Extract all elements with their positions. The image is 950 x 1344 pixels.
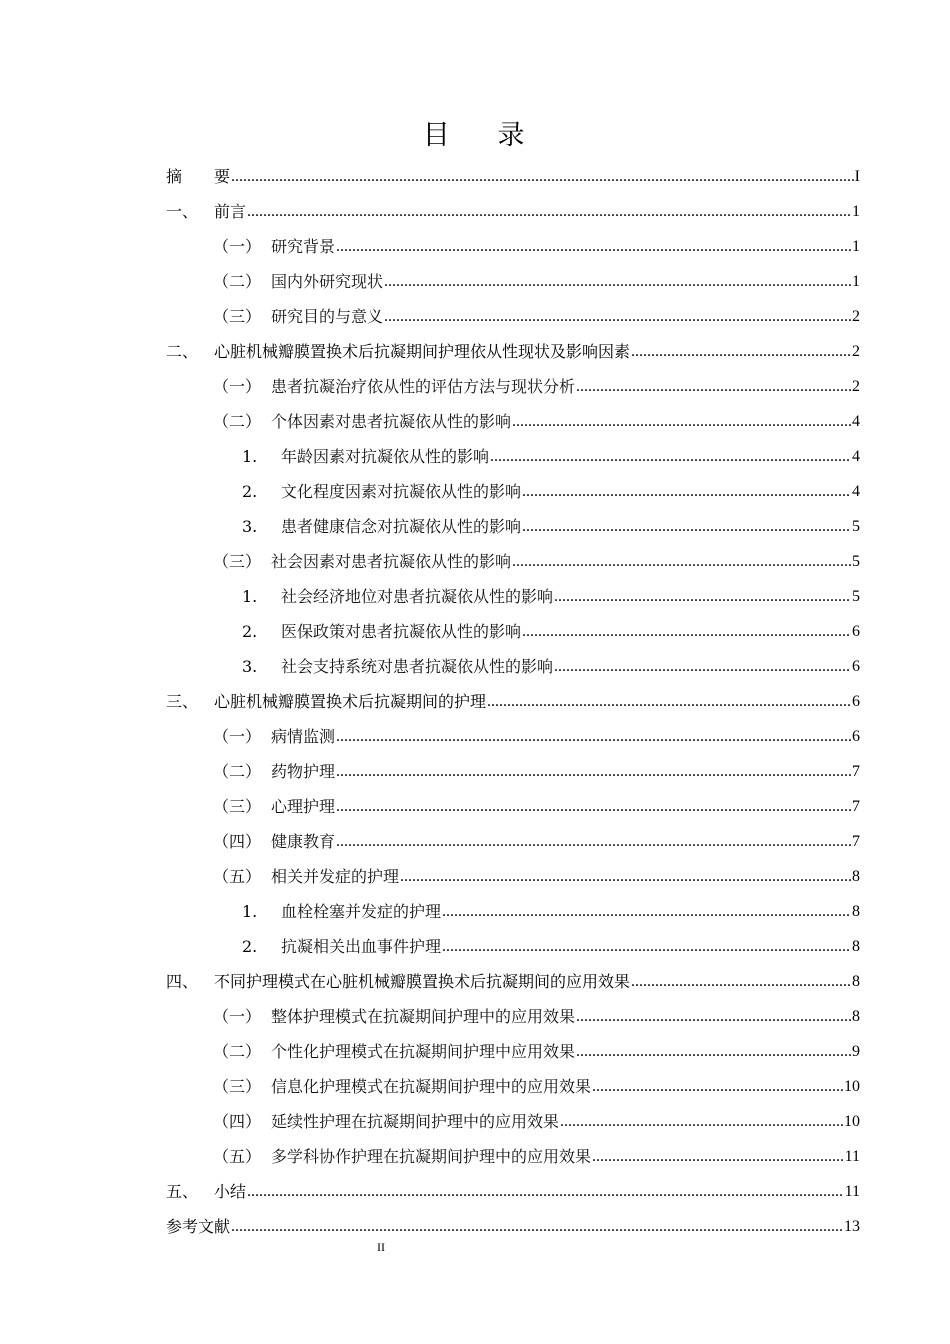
toc-entry-page: 10 (844, 1078, 860, 1095)
toc-dot-leader (554, 579, 851, 614)
toc-entry-label: 药物护理 (271, 762, 336, 781)
toc-entry-number: 1. (242, 447, 258, 466)
toc-entry[interactable] (166, 719, 860, 754)
toc-entry-label: 研究目的与意义 (271, 307, 384, 326)
page-title (0, 113, 950, 152)
toc-entry-number: 1. (242, 587, 258, 606)
toc-entry-number: （四） (213, 1112, 262, 1131)
toc-entry[interactable] (166, 649, 860, 684)
toc-dot-leader (247, 1174, 844, 1209)
toc-entry[interactable] (166, 1209, 860, 1244)
toc-entry-label: 整体护理模式在抗凝期间护理中的应用效果 (271, 1007, 576, 1026)
toc-entry-label: 小结 (214, 1182, 247, 1201)
toc-entry-page: 1 (852, 273, 860, 290)
toc-entry-number: 一、 (166, 202, 199, 221)
toc-entry-label: 医保政策对患者抗凝依从性的影响 (281, 622, 522, 641)
toc-dot-leader (336, 754, 851, 789)
toc-entry-label: 参考文献 (166, 1217, 231, 1236)
toc-entry-number: 摘 (166, 167, 183, 186)
toc-entry-page: 8 (852, 868, 860, 885)
toc-entry-page: 8 (852, 1008, 860, 1025)
toc-dot-leader (442, 929, 851, 964)
toc-entry-page: 6 (852, 693, 860, 710)
toc-entry[interactable] (166, 754, 860, 789)
toc-dot-leader (231, 159, 854, 194)
toc-entry-label: 年龄因素对抗凝依从性的影响 (281, 447, 490, 466)
toc-dot-leader (247, 194, 851, 229)
toc-entry[interactable] (166, 579, 860, 614)
toc-dot-leader (336, 824, 851, 859)
toc-entry[interactable] (166, 474, 860, 509)
toc-entry-number: （三） (213, 552, 262, 571)
toc-dot-leader (576, 999, 851, 1034)
toc-entry-page: 2 (852, 378, 860, 395)
toc-entry-number: （三） (213, 307, 262, 326)
toc-entry-number: （五） (213, 1147, 262, 1166)
toc-entry-label: 心脏机械瓣膜置换术后抗凝期间的护理 (214, 692, 487, 711)
toc-entry-label: 信息化护理模式在抗凝期间护理中的应用效果 (271, 1077, 592, 1096)
toc-entry-number: 四、 (166, 972, 199, 991)
toc-entry[interactable] (166, 369, 860, 404)
toc-entry-number: （二） (213, 412, 262, 431)
toc-dot-leader (522, 509, 851, 544)
toc-entry-label: 文化程度因素对抗凝依从性的影响 (281, 482, 522, 501)
toc-entry-label: 社会因素对患者抗凝依从性的影响 (271, 552, 512, 571)
toc-entry-number: （二） (213, 1042, 262, 1061)
toc-entry-label: 血栓栓塞并发症的护理 (281, 902, 442, 921)
toc-entry-page: 2 (852, 343, 860, 360)
toc-entry[interactable] (166, 684, 860, 719)
toc-entry-number: （四） (213, 832, 262, 851)
toc-entry-number: （五） (213, 867, 262, 886)
toc-entry-page: 4 (852, 413, 860, 430)
toc-entry-page: 7 (852, 763, 860, 780)
toc-dot-leader (554, 649, 851, 684)
toc-entry[interactable] (166, 229, 860, 264)
toc-entry[interactable] (166, 999, 860, 1034)
toc-entry[interactable] (166, 264, 860, 299)
toc-entry[interactable] (166, 1139, 860, 1174)
toc-dot-leader (631, 334, 851, 369)
toc-dot-leader (384, 299, 851, 334)
toc-entry-number: 2. (242, 937, 258, 956)
toc-entry-label: 要 (214, 167, 231, 186)
title-part-2: 录 (497, 120, 528, 151)
toc-entry[interactable] (166, 929, 860, 964)
toc-entry[interactable] (166, 194, 860, 229)
toc-entry-page: 7 (852, 798, 860, 815)
toc-entry-number: （一） (213, 1007, 262, 1026)
toc-dot-leader (631, 964, 851, 999)
toc-entry-label: 社会支持系统对患者抗凝依从性的影响 (281, 657, 554, 676)
toc-entry-label: 抗凝相关出血事件护理 (281, 937, 442, 956)
toc-entry-number: 1. (242, 902, 258, 921)
toc-dot-leader (576, 1034, 851, 1069)
toc-dot-leader (512, 404, 851, 439)
toc-entry-label: 国内外研究现状 (271, 272, 384, 291)
table-of-contents (166, 159, 860, 1244)
toc-dot-leader (231, 1209, 843, 1244)
toc-entry-label: 不同护理模式在心脏机械瓣膜置换术后抗凝期间的应用效果 (214, 972, 631, 991)
toc-entry-page: 8 (852, 938, 860, 955)
toc-entry[interactable] (166, 859, 860, 894)
toc-entry[interactable] (166, 964, 860, 999)
toc-entry-label: 患者抗凝治疗依从性的评估方法与现状分析 (271, 377, 576, 396)
toc-dot-leader (336, 789, 851, 824)
toc-entry[interactable] (166, 789, 860, 824)
toc-entry-page: 5 (852, 588, 860, 605)
toc-entry-page: 6 (852, 728, 860, 745)
toc-entry-label: 个性化护理模式在抗凝期间护理中应用效果 (271, 1042, 576, 1061)
toc-entry-page: 1 (852, 203, 860, 220)
toc-entry-page: 5 (852, 518, 860, 535)
toc-entry-label: 多学科协作护理在抗凝期间护理中的应用效果 (271, 1147, 592, 1166)
toc-entry-label: 相关并发症的护理 (271, 867, 400, 886)
toc-entry[interactable] (166, 299, 860, 334)
toc-entry[interactable] (166, 509, 860, 544)
toc-entry-label: 患者健康信念对抗凝依从性的影响 (281, 517, 522, 536)
toc-dot-leader (487, 684, 851, 719)
toc-entry[interactable] (166, 544, 860, 579)
toc-dot-leader (522, 474, 851, 509)
toc-entry-page: 6 (852, 658, 860, 675)
toc-entry-page: 11 (844, 1148, 860, 1165)
toc-entry-number: （一） (213, 237, 262, 256)
toc-entry-label: 延续性护理在抗凝期间护理中的应用效果 (271, 1112, 560, 1131)
toc-entry[interactable] (166, 404, 860, 439)
toc-entry-page: I (854, 168, 860, 185)
toc-entry-label: 病情监测 (271, 727, 336, 746)
toc-entry[interactable] (166, 894, 860, 929)
toc-entry-number: （三） (213, 1077, 262, 1096)
toc-entry-number: 3. (242, 517, 258, 536)
toc-dot-leader (576, 369, 851, 404)
toc-entry-number: （一） (213, 377, 262, 396)
toc-entry-number: 2. (242, 482, 258, 501)
title-part-1: 目 (422, 120, 453, 151)
toc-entry-label: 健康教育 (271, 832, 336, 851)
toc-dot-leader (592, 1139, 844, 1174)
toc-entry-number: 3. (242, 657, 258, 676)
toc-entry-number: 二、 (166, 342, 199, 361)
toc-entry-page: 4 (852, 448, 860, 465)
toc-entry[interactable] (166, 334, 860, 369)
toc-entry-label: 研究背景 (271, 237, 336, 256)
footer-page-number: II (377, 1240, 385, 1254)
toc-entry[interactable] (166, 614, 860, 649)
toc-dot-leader (336, 719, 851, 754)
toc-dot-leader (384, 264, 851, 299)
toc-entry-number: （二） (213, 762, 262, 781)
toc-dot-leader (490, 439, 851, 474)
toc-dot-leader (442, 894, 851, 929)
toc-entry-page: 8 (852, 973, 860, 990)
toc-dot-leader (512, 544, 851, 579)
toc-entry-label: 社会经济地位对患者抗凝依从性的影响 (281, 587, 554, 606)
toc-entry[interactable] (166, 1174, 860, 1209)
toc-entry[interactable] (166, 1034, 860, 1069)
toc-entry[interactable] (166, 1069, 860, 1104)
toc-dot-leader (336, 229, 851, 264)
toc-entry-page: 13 (844, 1218, 860, 1235)
toc-entry-number: 2. (242, 622, 258, 641)
toc-dot-leader (522, 614, 851, 649)
toc-entry[interactable] (166, 1104, 860, 1139)
toc-entry-number: 五、 (166, 1182, 199, 1201)
toc-entry-number: （二） (213, 272, 262, 291)
toc-entry-page: 4 (852, 483, 860, 500)
toc-entry-number: 三、 (166, 692, 199, 711)
toc-entry-page: 10 (844, 1113, 860, 1130)
toc-entry-number: （一） (213, 727, 262, 746)
toc-entry-label: 心脏机械瓣膜置换术后抗凝期间护理依从性现状及影响因素 (214, 342, 631, 361)
toc-entry-page: 8 (852, 903, 860, 920)
toc-dot-leader (400, 859, 851, 894)
toc-entry[interactable] (166, 824, 860, 859)
toc-entry-page: 2 (852, 308, 860, 325)
toc-entry-page: 1 (852, 238, 860, 255)
toc-entry-label: 个体因素对患者抗凝依从性的影响 (271, 412, 512, 431)
toc-dot-leader (560, 1104, 843, 1139)
toc-entry-page: 7 (852, 833, 860, 850)
toc-entry-page: 6 (852, 623, 860, 640)
toc-entry-label: 前言 (214, 202, 247, 221)
toc-entry-page: 5 (852, 553, 860, 570)
toc-entry[interactable] (166, 159, 860, 194)
toc-entry-page: 9 (852, 1043, 860, 1060)
toc-entry[interactable] (166, 439, 860, 474)
toc-dot-leader (592, 1069, 843, 1104)
toc-entry-label: 心理护理 (271, 797, 336, 816)
toc-entry-number: （三） (213, 797, 262, 816)
toc-entry-page: 11 (844, 1183, 860, 1200)
